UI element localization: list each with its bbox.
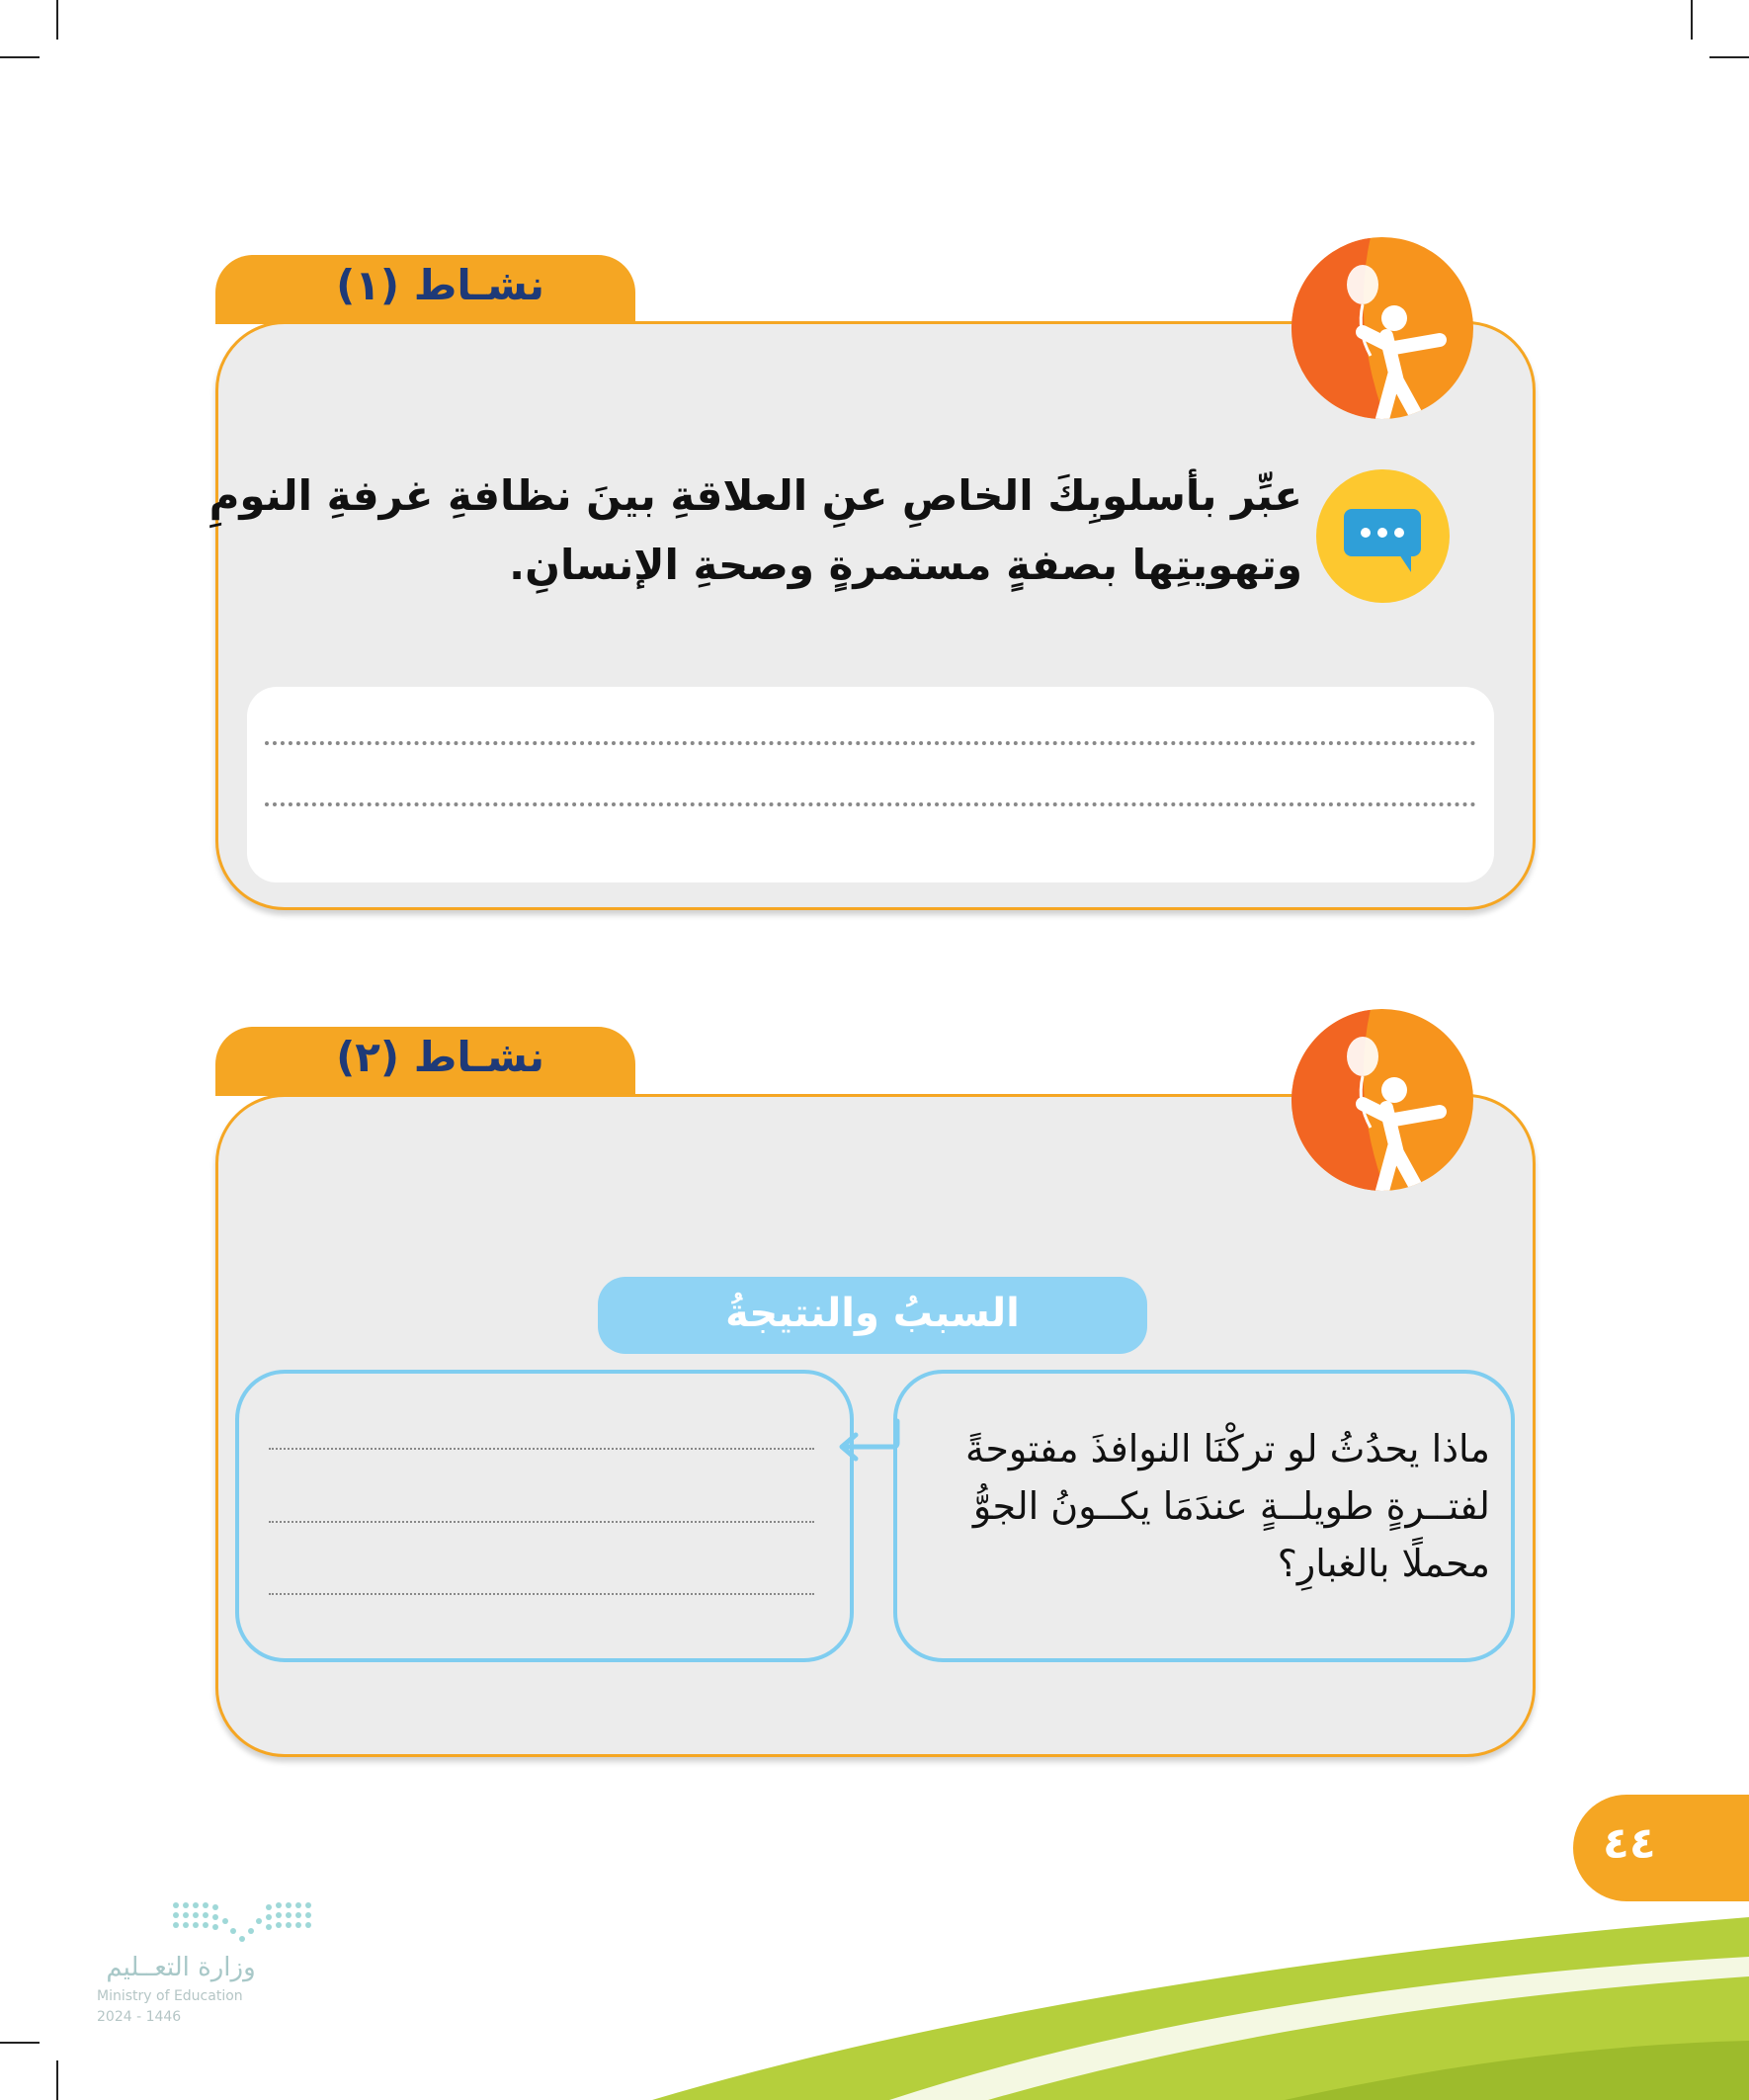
ministry-name-en: Ministry of Education bbox=[97, 1988, 243, 2004]
activity1-prompt-line: عبِّر بأسلوبِكَ الخاصِ عنِ العلاقةِ بينَ نظافةِ غرفةِ النومِ bbox=[208, 471, 1302, 520]
cause-question-line: لفتــرةٍ طويلــةٍ عندَمَا يكــونُ الجوُّ bbox=[972, 1484, 1490, 1528]
cause-effect-heading-label: السببُ والنتيجةُ bbox=[725, 1291, 1020, 1336]
activity2-tab-label: نشـاط (٢) bbox=[336, 1033, 544, 1081]
ministry-name-ar: وزارة التعــليم bbox=[106, 1953, 256, 1982]
ministry-year: 2024 - 1446 bbox=[97, 2009, 182, 2025]
ministry-logo bbox=[97, 1897, 334, 2036]
ministry-logo-icon bbox=[168, 1897, 316, 1949]
page-number: ٤٤ bbox=[1603, 1818, 1656, 1869]
cause-question-line: محملًا بالغبارِ؟ bbox=[1277, 1542, 1490, 1585]
activity1-tab-label: نشـاط (١) bbox=[336, 261, 544, 309]
cause-question-line: ماذا يحدُثُ لو تركْنَا النوافذَ مفتوحةً bbox=[965, 1427, 1490, 1470]
activity1-prompt-line: وتهويتِها بصفةٍ مستمرةٍ وصحةِ الإنسانِ. bbox=[509, 541, 1302, 589]
